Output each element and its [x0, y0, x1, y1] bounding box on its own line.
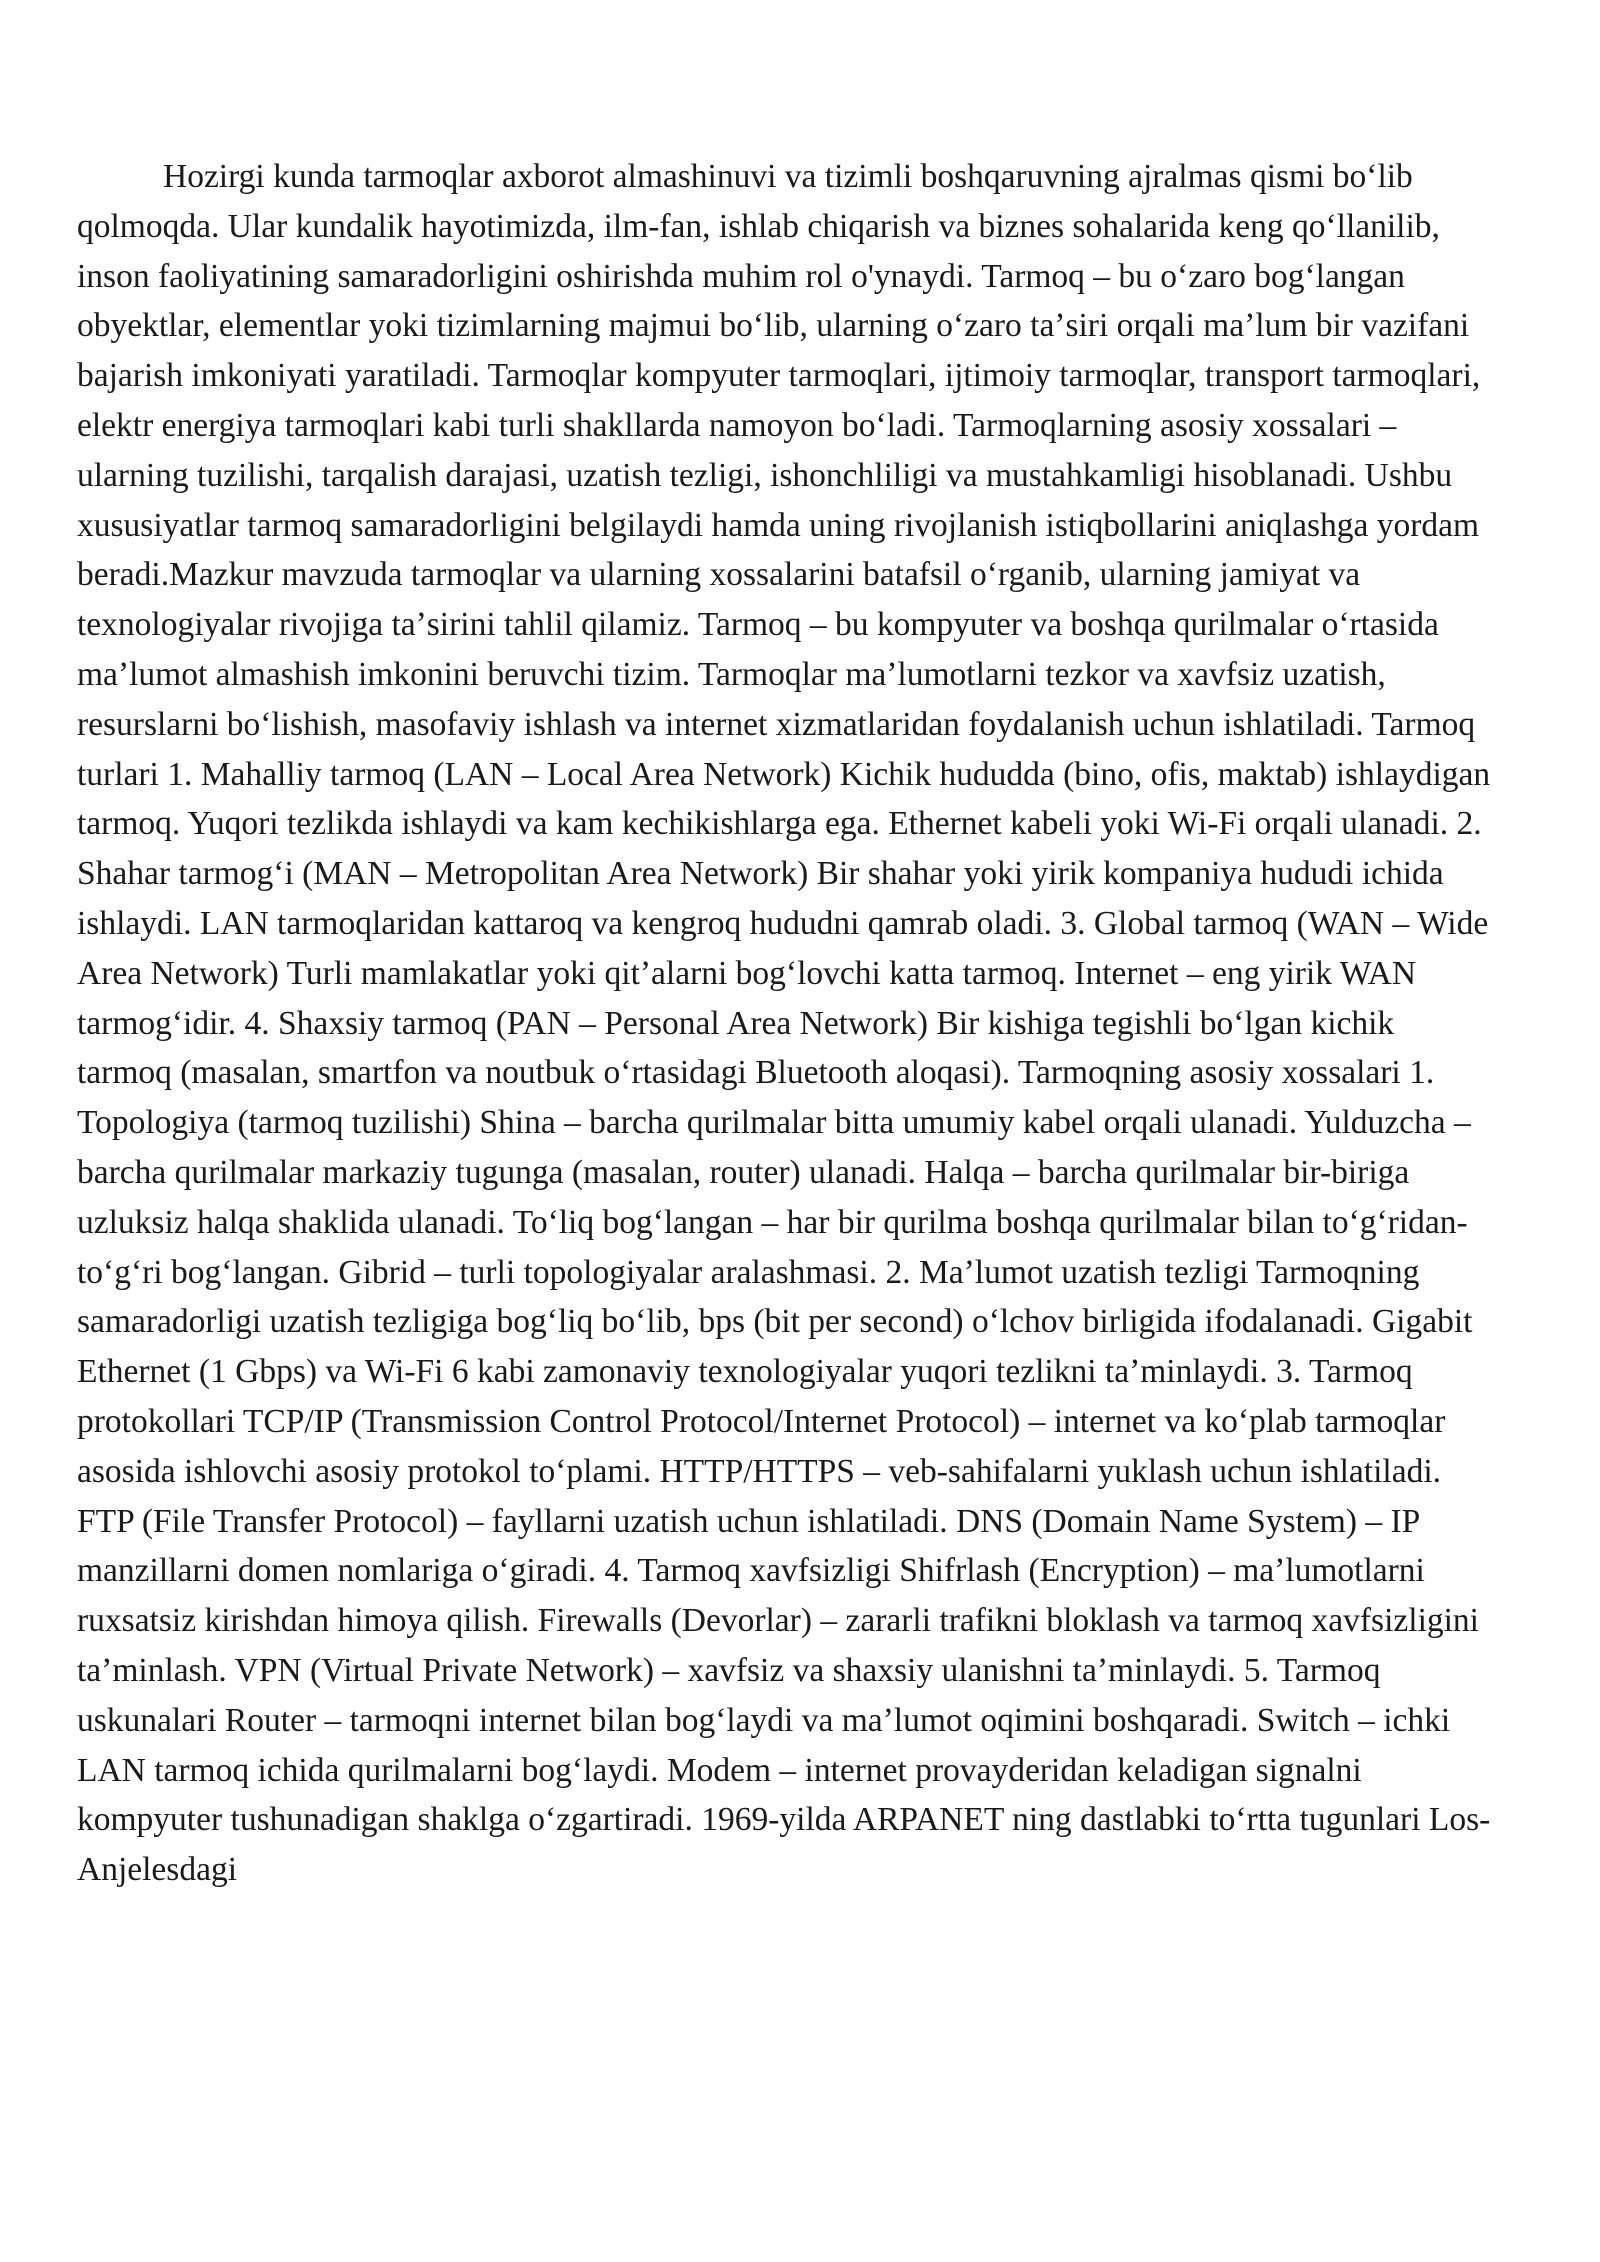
body-paragraph: Hozirgi kunda tarmoqlar axborot almashinuvi va tizimli boshqaruvning ajralmas qismi boʻlib qolmoqda. Ular kundalik hayotimizda, ilm-fan, ishlab chiqarish va biznes sohalarida keng qoʻllanilib, inson faoliyatining samaradorligini oshirishda muhim rol o'ynaydi. Tarmoq – bu oʻzaro bogʻlangan obyektlar, elementlar yoki tizimlarning majmui boʻlib, ularning oʻzaro taʼsiri orqali maʼlum bir vazifani bajarish imkoniyati yaratiladi. Tarmoqlar kompyuter tarmoqlari, ijtimoiy tarmoqlar, transport tarmoqlari, elektr energiya tarmoqlari kabi turli shakllarda namoyon boʻladi. Tarmoqlarning asosiy xossalari – ularning tuzilishi, tarqalish darajasi, uzatish tezligi, ishonchliligi va mustahkamligi hisoblanadi. Ushbu xususiyatlar tarmoq samaradorligini belgilaydi hamda uning rivojlanish istiqbollarini aniqlashga yordam beradi.Mazkur mavzuda tarmoqlar va ularning xossalarini batafsil oʻrganib, ularning jamiyat va texnologiyalar rivojiga taʼsirini tahlil qilamiz. Tarmoq – bu kompyuter va boshqa qurilmalar oʻrtasida maʼlumot almashish imkonini beruvchi tizim. Tarmoqlar maʼlumotlarni tezkor va xavfsiz uzatish, resurslarni boʻlishish, masofaviy ishlash va internet xizmatlaridan foydalanish uchun ishlatiladi. Tarmoq turlari 1. Mahalliy tarmoq (LAN – Local Area Network) Kichik hududda (bino, ofis, maktab) ishlaydigan tarmoq. Yuqori tezlikda ishlaydi va kam kechikishlarga ega. Ethernet kabeli yoki Wi-Fi orqali ulanadi. 2. Shahar tarmogʻi (MAN – Metropolitan Area Network) Bir shahar yoki yirik kompaniya hududi ichida ishlaydi. LAN tarmoqlaridan kattaroq va kengroq hududni qamrab oladi. 3. Global tarmoq (WAN – Wide Area Network) Turli mamlakatlar yoki qitʼalarni bogʻlovchi katta tarmoq. Internet – eng yirik WAN tarmogʻidir. 4. Shaxsiy tarmoq (PAN – Personal Area Network) Bir kishiga tegishli boʻlgan kichik tarmoq (masalan, smartfon va noutbuk oʻrtasidagi Bluetooth aloqasi). Tarmoqning asosiy xossalari 1. Topologiya (tarmoq tuzilishi) Shina – barcha qurilmalar bitta umumiy kabel orqali ulanadi. Yulduzcha – barcha qurilmalar markaziy tugunga (masalan, router) ulanadi. Halqa – barcha qurilmalar bir-biriga uzluksiz halqa shaklida ulanadi. Toʻliq bogʻlangan – har bir qurilma boshqa qurilmalar bilan toʻgʻridan-toʻgʻri bogʻlangan. Gibrid – turli topologiyalar aralashmasi. 2. Maʼlumot uzatish tezligi Tarmoqning samaradorligi uzatish tezligiga bogʻliq boʻlib, bps (bit per second) oʻlchov birligida ifodalanadi. Gigabit Ethernet (1 Gbps) va Wi-Fi 6 kabi zamonaviy texnologiyalar yuqori tezlikni taʼminlaydi. 3. Tarmoq protokollari TCP/IP (Transmission Control Protocol/Internet Protocol) – internet va koʻplab tarmoqlar asosida ishlovchi asosiy protokol toʻplami. HTTP/HTTPS – veb-sahifalarni yuklash uchun ishlatiladi. FTP (File Transfer Protocol) – fayllarni uzatish uchun ishlatiladi. DNS (Domain Name System) – IP manzillarni domen nomlariga oʻgiradi. 4. Tarmoq xavfsizligi Shifrlash (Encryption) – maʼlumotlarni ruxsatsiz kirishdan himoya qilish. Firewalls (Devorlar) – zararli trafikni bloklash va tarmoq xavfsizligini taʼminlash. VPN (Virtual Private Network) – xavfsiz va shaxsiy ulanishni taʼminlaydi. 5. Tarmoq uskunalari Router – tarmoqni internet bilan bogʻlaydi va maʼlumot oqimini boshqaradi. Switch – ichki LAN tarmoq ichida qurilmalarni bogʻlaydi. Modem – internet provayderidan keladigan signalni kompyuter tushunadigan shaklga oʻzgartiradi. 1969-yilda ARPANET ning dastlabki toʻrtta tugunlari Los-Anjelesdagi [77, 158, 1491, 1889]
